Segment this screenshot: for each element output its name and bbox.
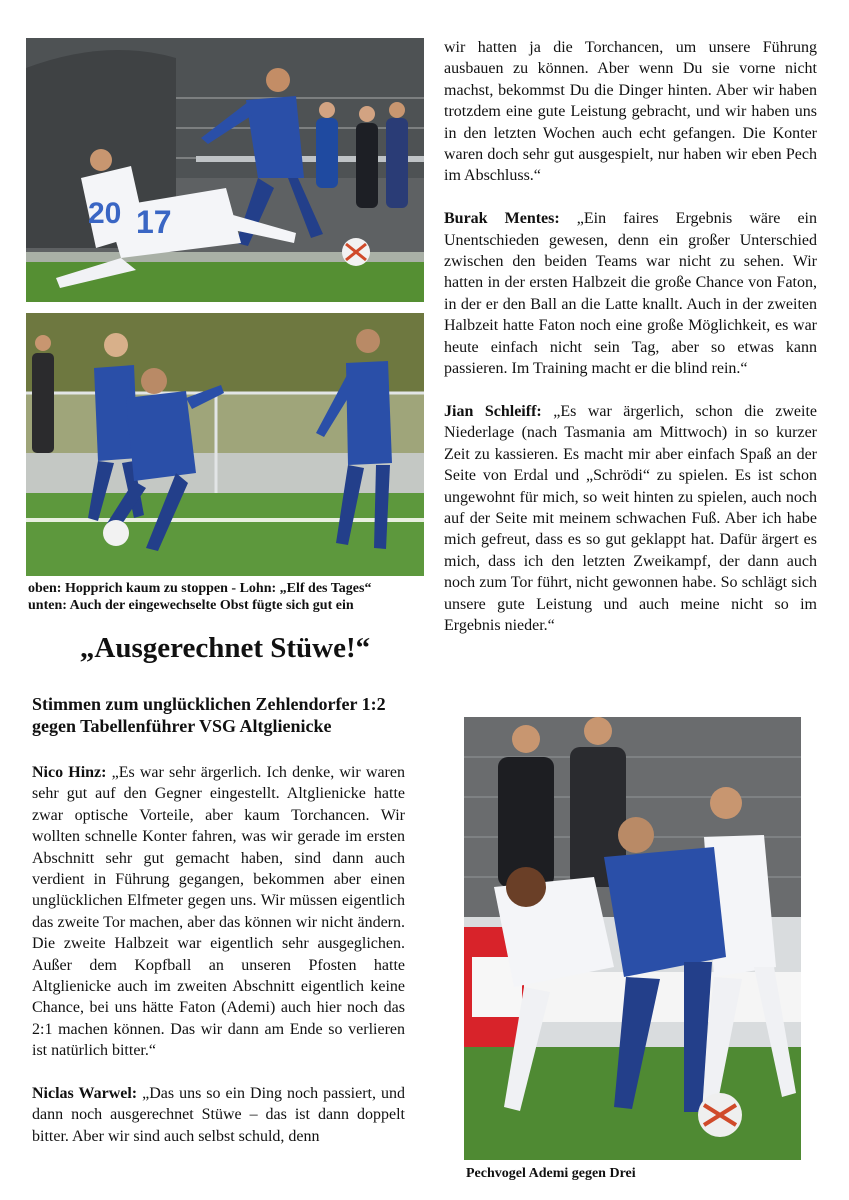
article-left-column (32, 762, 405, 1169)
caption-line-bottom: unten: Auch der eingewechselte Obst fügte sich gut ein (28, 598, 354, 613)
photo-players-blue-image (26, 313, 424, 576)
photo-caption-left (28, 580, 428, 614)
speaker-name: Burak Mentes: (444, 210, 560, 228)
photo-tackle (26, 38, 424, 302)
photo-tackle-image (26, 38, 424, 302)
quote-text: „Es war sehr ärgerlich. Ich denke, wir waren sehr gut auf den Gegner eingestellt. Altglienicke hatte zwar optische Vorteile, aber kaum Torchancen. Wir wollten schnelle Konter fahren, was wir gerade im ersten Abschnitt sehr gut gemacht haben, sind dann auch verdient in Führung gegangen, bekommen aber einen unglücklichen Elfmeter gegen uns. Wir müssen eigentlich das zweite Tor machen, aber das können wir nicht ändern. Die zweite Halbzeit war eigentlich sehr ausgeglichen. Außer dem Kopfball an unseren Pfosten hatte Altglienicke auch im zweiten Abschnitt eigentlich keine Chance, bei uns hätte Faton (Ademi) auch hier noch das 2:1 machen können. Das wir dann am Ende so verlieren ist natürlich bitter.“ (32, 764, 405, 1060)
speaker-name: Nico Hinz: (32, 764, 107, 781)
jersey-number-17: 17 (136, 204, 172, 240)
quote-text: „Ein faires Ergebnis wäre ein Unentschieden gewesen, denn ein großer Unterschied zwischen den beiden Teams war nicht zu sehen. Wir hatten in der ersten Halbzeit die große Chance von Faton, in der er den Ball an die Latte knallt. Auch in der zweiten Halbzeit hatte Faton noch eine große Möglichkeit, es war heute einfach nicht sein Tag, aber so etwas kann passieren. Im Training macht er die blind rein.“ (444, 210, 817, 378)
speaker-name: Niclas Warwel: (32, 1085, 138, 1103)
jersey-number-20: 20 (88, 197, 122, 230)
article-right-column (444, 37, 817, 658)
quote-paragraph (32, 762, 405, 1062)
article-subhead: Stimmen zum unglücklichen Zehlendorfer 1:2 gegen Tabellenführer VSG Altglienicke (32, 694, 386, 736)
quote-text: „Das uns so ein Ding noch passiert, und dann noch ausgerechnet Stüwe – das ist dann doppelt bitter. Aber wir sind auch selbst schuld, denn (32, 1085, 405, 1145)
quote-text: „Es war ärgerlich, schon die zweite Niederlage (nach Tasmania am Mittwoch) in so kurzer Zeit zu kassieren. Es macht mir aber einfach Spaß an der Seite von Erdal und „Schrödi“ zu spielen. Es ist schon ungewohnt für mich, so weit hinten zu spielen, auch noch auf der Seite mit meinem schwachen Fuß. Aber ich habe mich gefreut, dass es so gut geklappt hat. Dafür ärgert es mich, dass ich den letzten Zweikampf, der dann auch noch zum Tor führt, nicht gewonnen habe. So schlägt sich unsere gute Leistung und auch meine nicht so im Ergebnis nieder.“ (444, 402, 817, 634)
photo-ademi-image (464, 717, 801, 1160)
photo-ademi (464, 717, 801, 1160)
caption-line-top: oben: Hopprich kaum zu stoppen - Lohn: „Elf des Tages“ (28, 581, 372, 596)
photo-players-blue (26, 313, 424, 576)
quote-text: wir hatten ja die Torchancen, um unsere Führung ausbauen zu können. Aber wenn Du sie vorne nicht machst, bekommst Du die Dinger hinten. Aber wir haben trotzdem eine gute Leistung gebracht, und wir haben uns in den letzten Wochen auch echt gefangen. Die Konter waren doch sehr gut ausgespielt, nur haben wir eben Pech im Abschluss.“ (444, 39, 817, 185)
quote-paragraph (444, 37, 817, 187)
quote-paragraph (444, 208, 817, 379)
quote-paragraph (32, 1083, 405, 1147)
quote-paragraph (444, 401, 817, 636)
speaker-name: Jian Schleiff: (444, 402, 542, 420)
article-headline: „Ausgerechnet Stüwe!“ (79, 632, 371, 664)
photo-caption-right: Pechvogel Ademi gegen Drei (466, 1166, 636, 1181)
